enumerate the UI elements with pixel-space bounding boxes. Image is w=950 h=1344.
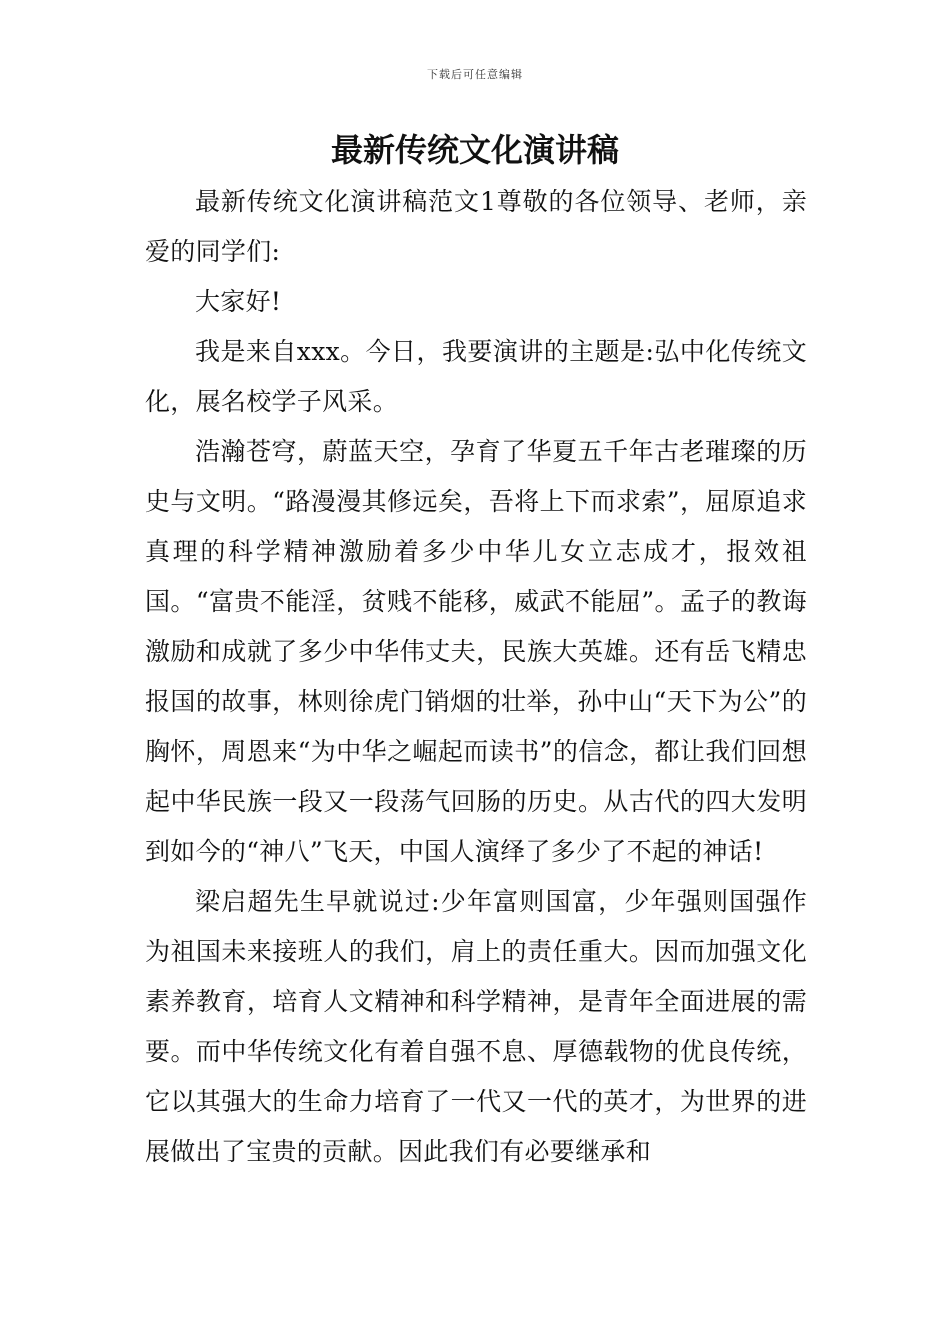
paragraph-liang-qichao: 梁启超先生早就说过:少年富则国富，少年强则国强作为祖国未来接班人的我们，肩上的责任重大。因而加强文化素养教育，培育人文精神和科学精神，是青年全面进展的需要。而中华传统文化有着自强不息、厚德载物的优良传统，它以其强大的生命力培育了一代又一代的英才，为世界的进展做出了宝贵的贡献。因此我们有必要继承和 <box>145 887 807 1166</box>
document-body <box>145 177 807 1177</box>
document-title: 最新传统文化演讲稿 <box>330 131 619 169</box>
paragraph-history: 浩瀚苍穹，蔚蓝天空，孕育了华夏五千年古老璀璨的历史与文明。“路漫漫其修远矣，吾将上下而求索”，屈原追求真理的科学精神激励着多少中华儿女立志成才，报效祖国。“富贵不能淫，贫贱不能移，威武不能屈”。孟子的教诲激励和成就了多少中华伟丈夫，民族大英雄。还有岳飞精忠报国的故事，林则徐虎门销烟的壮举，孙中山“天下为公”的胸怀，周恩来“为中华之崛起而读书”的信念，都让我们回想起中华民族一段又一段荡气回肠的历史。从古代的四大发明到如今的“神八”飞天，中国人演绎了多少了不起的神话! <box>145 437 807 866</box>
paragraph-greeting: 最新传统文化演讲稿范文1尊敬的各位领导、老师，亲爱的同学们: <box>145 187 807 266</box>
paragraph-hello: 大家好! <box>195 287 282 316</box>
header-note: 下载后可任意编辑 <box>427 68 523 81</box>
paragraph-topic: 我是来自xxx。今日，我要演讲的主题是:弘中化传统文化，展名校学子风采。 <box>145 337 807 416</box>
